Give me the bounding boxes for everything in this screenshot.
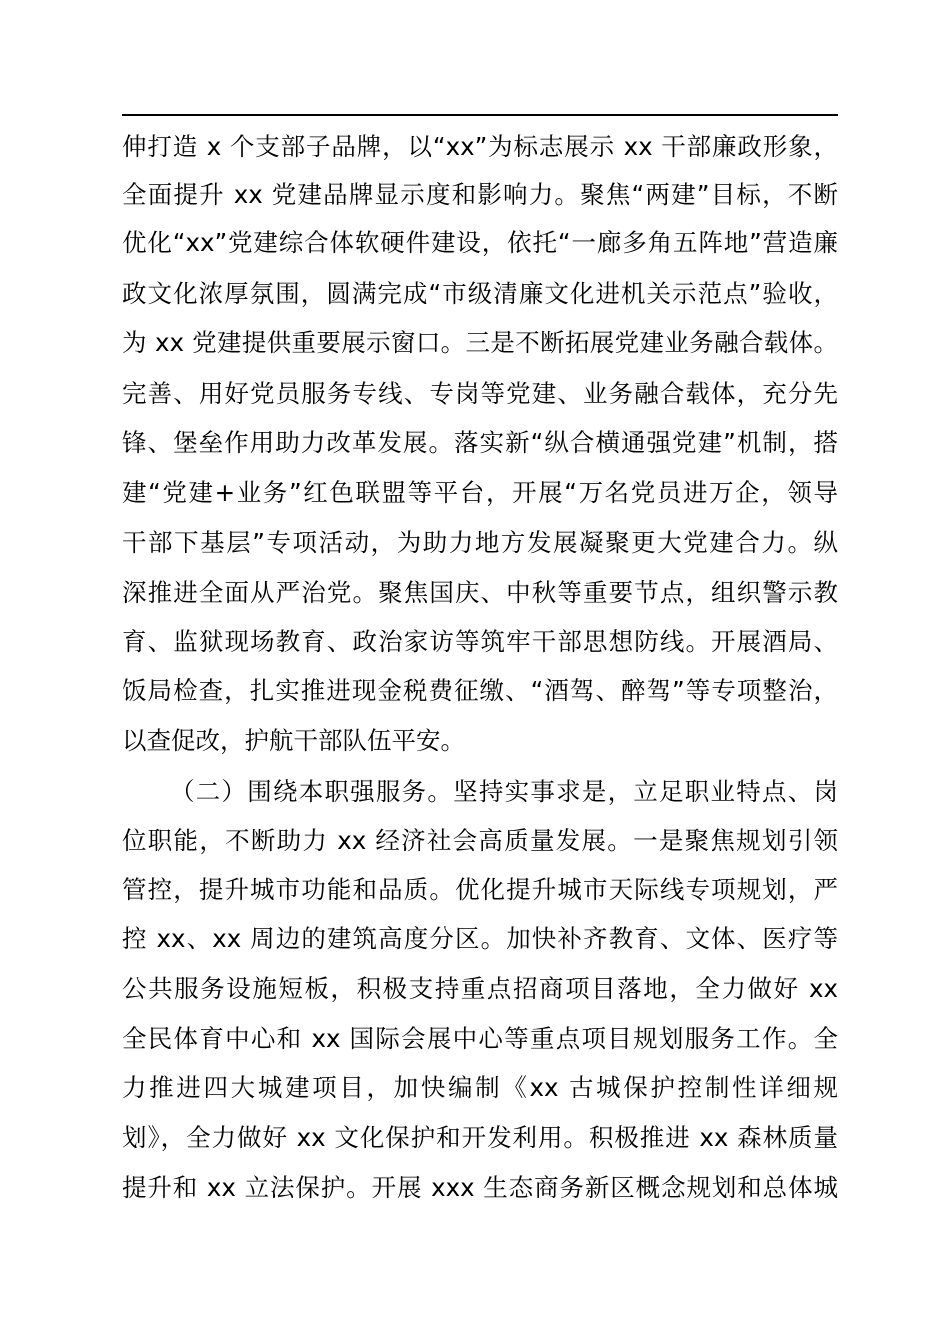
text-line-3: 优化“xx”党建综合体软硬件建设，依托“一廊多角五阵地”营造廉	[122, 228, 838, 257]
text-line-6: 完善、用好党员服务专线、专岗等党建、业务融合载体，充分先	[122, 379, 838, 408]
text-line-12: 饭局检查，扎实推进现金税费征缴、“酒驾、醉驾”等专项整治，	[122, 676, 838, 705]
text-line-21: 划》，全力做好 xx 文化保护和开发利用。积极推进 xx 森林质量	[122, 1123, 838, 1152]
text-line-16: 管控，提升城市功能和品质。优化提升城市天际线专项规划，严	[122, 875, 838, 904]
text-line-11: 育、监狱现场教育、政治家访等筑牢干部思想防线。开展酒局、	[122, 627, 838, 656]
text-line-18: 公共服务设施短板，积极支持重点招商项目落地，全力做好 xx	[122, 974, 838, 1003]
text-line-20: 力推进四大城建项目，加快编制《xx 古城保护控制性详细规	[122, 1073, 838, 1102]
text-line-10: 深推进全面从严治党。聚焦国庆、中秋等重要节点，组织警示教	[122, 578, 838, 607]
text-line-5: 为 xx 党建提供重要展示窗口。三是不断拓展党建业务融合载体。	[122, 328, 838, 357]
text-line-22: 提升和 xx 立法保护。开展 xxx 生态商务新区概念规划和总体城	[122, 1173, 838, 1202]
text-line-13: 以查促改，护航干部队伍平安。	[122, 726, 465, 755]
text-line-7: 锋、堡垒作用助力改革发展。落实新“纵合横通强党建”机制，搭	[122, 428, 838, 457]
text-line-19: 全民体育中心和 xx 国际会展中心等重点项目规划服务工作。全	[122, 1024, 838, 1053]
text-line-4: 政文化浓厚氛围，圆满完成“市级清廉文化进机关示范点”验收，	[122, 279, 838, 308]
text-line-15: 位职能，不断助力 xx 经济社会高质量发展。一是聚焦规划引领	[122, 826, 838, 855]
text-line-1: 伸打造 x 个支部子品牌，以“xx”为标志展示 xx 干部廉政形象，	[122, 132, 838, 161]
text-line-2: 全面提升 xx 党建品牌显示度和影响力。聚焦“两建”目标，不断	[122, 180, 838, 209]
text-line-8: 建“党建+业务”红色联盟等平台，开展“万名党员进万企，领导	[122, 478, 838, 507]
header-rule	[122, 114, 838, 116]
text-line-9: 干部下基层”专项活动，为助力地方发展凝聚更大党建合力。纵	[122, 528, 838, 557]
section-heading-line: （二）围绕本职强服务。坚持实事求是，立足职业特点、岗	[170, 777, 838, 806]
text-line-17: 控 xx、xx 周边的建筑高度分区。加快补齐教育、文体、医疗等	[122, 924, 838, 953]
